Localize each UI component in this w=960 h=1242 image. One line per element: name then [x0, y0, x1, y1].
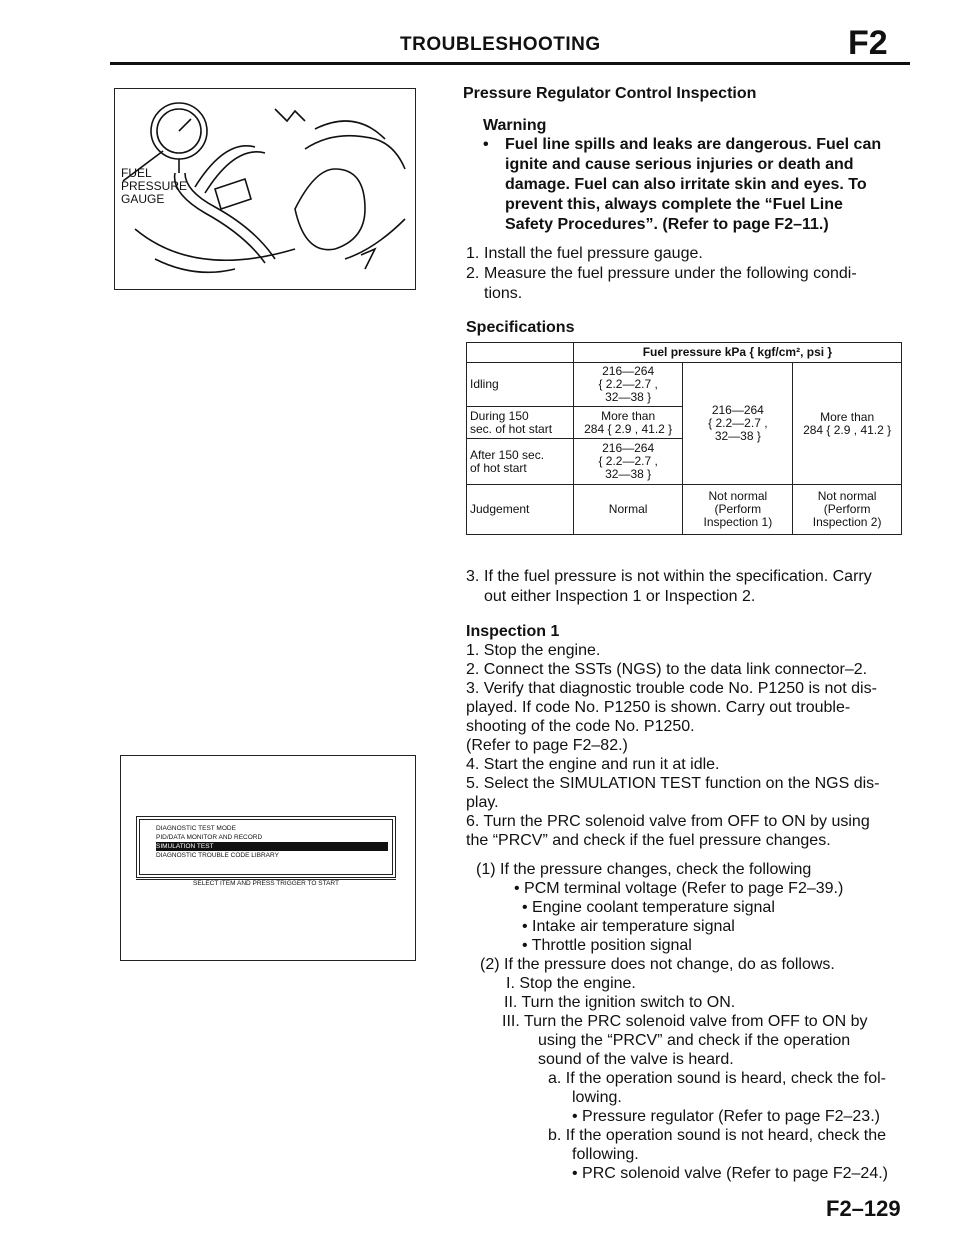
warning-bullet: • — [483, 136, 489, 153]
sub-line: using the “PRCV” and check if the operation — [538, 1032, 851, 1049]
insp1-line: 4. Start the engine and run it at idle. — [466, 756, 720, 773]
ngs-menu-item-selected: SIMULATION TEST — [156, 842, 388, 851]
insp1-line: 3. Verify that diagnostic trouble code No. P1250 is not dis- — [466, 680, 877, 697]
sub-line: II. Turn the ignition switch to ON. — [504, 994, 736, 1011]
fuel-pressure-gauge-figure — [114, 88, 416, 290]
row-label-during: During 150 sec. of hot start — [467, 407, 574, 439]
after-value: 216—264 { 2.2—2.7 , 32—38 } — [573, 439, 683, 485]
sub-line: following. — [572, 1146, 639, 1163]
warning-line: damage. Fuel can also irritate skin and eyes. To — [505, 176, 867, 193]
warning-title: Warning — [483, 117, 547, 134]
sub-line: sound of the valve is heard. — [538, 1051, 734, 1068]
ngs-menu-panel — [136, 816, 396, 878]
col3-value: 216—264 { 2.2—2.7 , 32—38 } — [683, 363, 793, 485]
sub-line: (2) If the pressure does not change, do as follows. — [480, 956, 835, 973]
table-corner — [467, 343, 574, 363]
judge-col2: Normal — [573, 485, 683, 535]
step-2-cont: tions. — [484, 285, 523, 302]
ngs-footer-prompt: SELECT ITEM AND PRESS TRIGGER TO START — [136, 879, 396, 887]
row-label-after: After 150 sec. of hot start — [467, 439, 574, 485]
judge-col4: Not normal (Perform Inspection 2) — [793, 485, 902, 535]
warning-line: prevent this, always complete the “Fuel Line — [505, 196, 843, 213]
page-number: F2–129 — [826, 1196, 901, 1221]
header-rule — [110, 62, 910, 65]
sub-line: b. If the operation sound is not heard, check the — [548, 1127, 886, 1144]
step-2: 2. Measure the fuel pressure under the following condi- — [466, 265, 857, 282]
warning-line: Safety Procedures”. (Refer to page F2–11.) — [505, 216, 829, 233]
judge-col3: Not normal (Perform Inspection 1) — [683, 485, 793, 535]
insp1-line: 6. Turn the PRC solenoid valve from OFF to ON by using — [466, 813, 870, 830]
sub-line: • PRC solenoid valve (Refer to page F2–24.) — [572, 1165, 888, 1182]
ngs-menu-item: PID/DATA MONITOR AND RECORD — [156, 834, 263, 841]
warning-line: ignite and cause serious injuries or death and — [505, 156, 854, 173]
warning-line: Fuel line spills and leaks are dangerous. Fuel can — [505, 136, 882, 153]
step-3-cont: out either Inspection 1 or Inspection 2. — [484, 588, 756, 605]
insp1-line: 1. Stop the engine. — [466, 642, 601, 659]
during-value: More than 284 { 2.9 , 41.2 } — [573, 407, 683, 439]
gauge-callout — [121, 167, 187, 206]
sub-line: a. If the operation sound is heard, check the fol- — [548, 1070, 886, 1087]
insp1-line: 5. Select the SIMULATION TEST function on the NGS dis- — [466, 775, 880, 792]
sub-line: III. Turn the PRC solenoid valve from OFF to ON by — [502, 1013, 868, 1030]
step-3: 3. If the fuel pressure is not within the specification. Carry — [466, 568, 872, 585]
specifications-table — [466, 342, 902, 535]
sub-line: • PCM terminal voltage (Refer to page F2–39.) — [514, 880, 844, 897]
row-label-idling: Idling — [467, 363, 574, 407]
idling-value: 216—264 { 2.2—2.7 , 32—38 } — [573, 363, 683, 407]
sub-line: • Engine coolant temperature signal — [522, 899, 775, 916]
sub-line: • Throttle position signal — [522, 937, 692, 954]
gauge-label-line2: PRESSURE — [121, 179, 188, 193]
insp1-line: (Refer to page F2–82.) — [466, 737, 628, 754]
insp1-line: shooting of the code No. P1250. — [466, 718, 695, 735]
insp1-line: play. — [466, 794, 499, 811]
ngs-menu-item: DIAGNOSTIC TEST MODE — [156, 825, 236, 832]
row-label-judgement: Judgement — [467, 485, 574, 535]
insp1-line: played. If code No. P1250 is shown. Carry out trouble- — [466, 699, 851, 716]
specifications-title: Specifications — [466, 319, 575, 336]
step-1: 1. Install the fuel pressure gauge. — [466, 245, 703, 262]
ngs-menu-item: DIAGNOSTIC TROUBLE CODE LIBRARY — [156, 852, 279, 859]
section-code: F2 — [848, 24, 888, 62]
insp1-line: 2. Connect the SSTs (NGS) to the data link connector–2. — [466, 661, 868, 678]
step-2-text: Measure the fuel pressure under the following condi- — [484, 265, 857, 282]
gauge-label-line3: GAUGE — [121, 192, 165, 206]
sub-line: (1) If the pressure changes, check the following — [476, 861, 812, 878]
page-header-title: TROUBLESHOOTING — [400, 34, 601, 55]
sub-line: • Pressure regulator (Refer to page F2–23.) — [572, 1108, 880, 1125]
sub-line: I. Stop the engine. — [506, 975, 636, 992]
sub-line: • Intake air temperature signal — [522, 918, 735, 935]
table-header: Fuel pressure kPa { kgf/cm², psi } — [573, 343, 901, 363]
inspection-1-title: Inspection 1 — [466, 623, 560, 640]
sub-line: lowing. — [572, 1089, 622, 1106]
section-title: Pressure Regulator Control Inspection — [463, 85, 757, 102]
insp1-line: the “PRCV” and check if the fuel pressure changes. — [466, 832, 831, 849]
step-1-text: Install the fuel pressure gauge. — [484, 245, 703, 262]
col4-value: More than 284 { 2.9 , 41.2 } — [793, 363, 902, 485]
gauge-label-line1: FUEL — [121, 166, 152, 180]
